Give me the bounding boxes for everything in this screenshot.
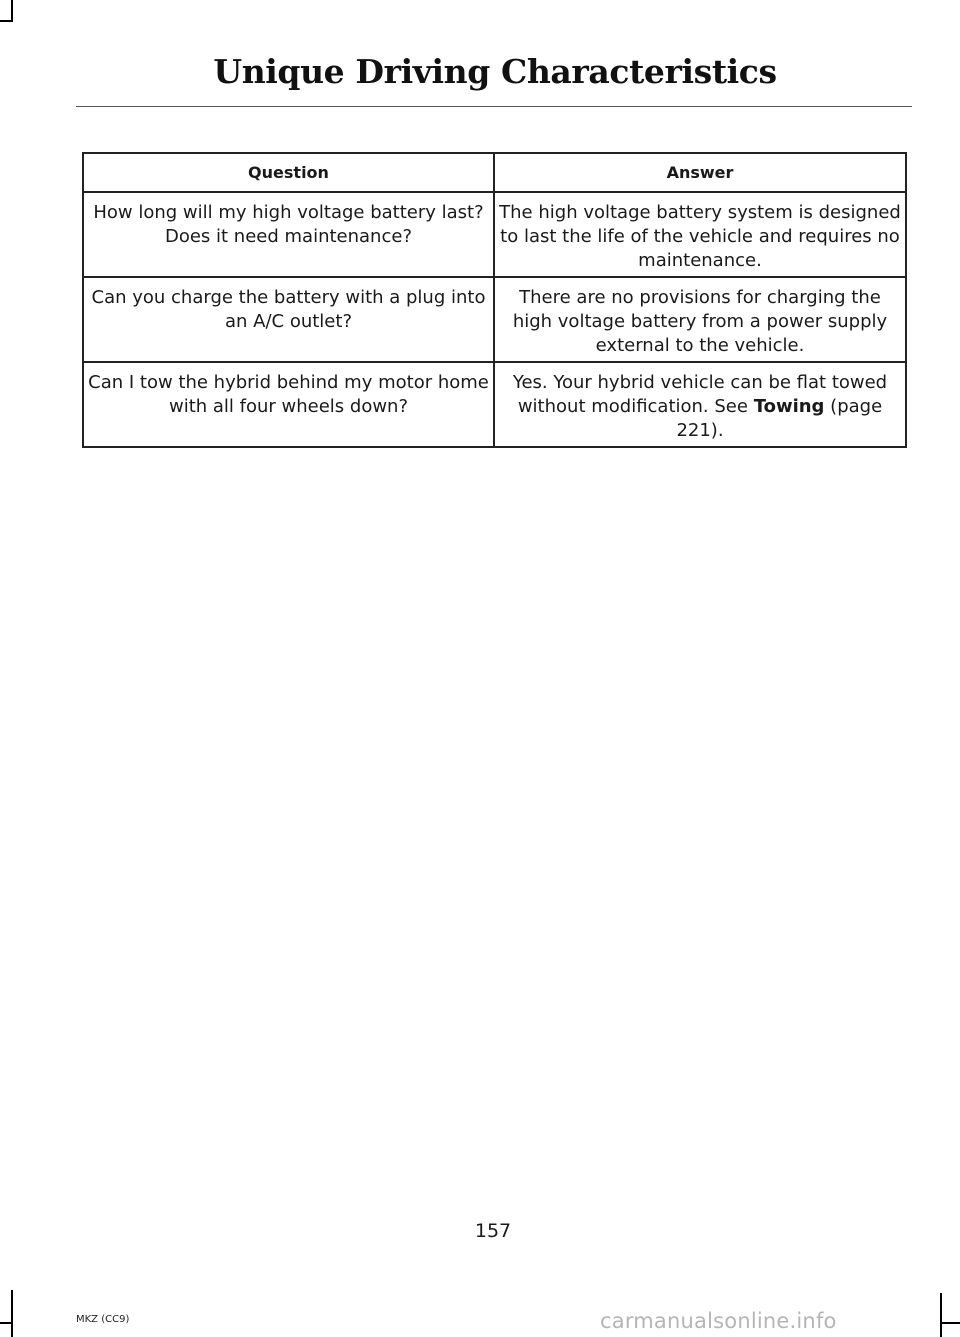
answer-cell: The high voltage battery system is designed to last the life of the vehicle and requires no maintenance. [494, 192, 906, 277]
crop-mark-top-left-horizontal [0, 20, 13, 22]
crop-mark-bottom-right-vertical [940, 1293, 942, 1337]
page-number: 157 [474, 1220, 512, 1242]
model-code: MKZ (CC9) [76, 1314, 130, 1325]
question-cell: Can I tow the hybrid behind my motor home with all four wheels down? [83, 362, 494, 447]
crop-mark-bottom-left-vertical [11, 1290, 13, 1337]
page-title: Unique Driving Characteristics [213, 52, 777, 91]
table-header-row [83, 153, 906, 192]
title-divider [76, 106, 912, 107]
crop-mark-bottom-left-horizontal [0, 1322, 13, 1324]
question-cell: Can you charge the battery with a plug into an A/C outlet? [83, 277, 494, 362]
answer-cell [494, 362, 906, 447]
column-header-question: Question [83, 153, 494, 192]
table-row [83, 277, 906, 362]
answer-page-reference: (page 221). [676, 396, 883, 441]
watermark: carmanualsonline.info [600, 1309, 837, 1333]
answer-text: Yes. Your hybrid vehicle can be flat towed without modification. See [512, 372, 888, 417]
table-row [83, 362, 906, 447]
qa-table [82, 152, 907, 448]
table-row [83, 192, 906, 277]
crop-mark-top-left-vertical [11, 0, 13, 22]
answer-cell: There are no provisions for charging the high voltage battery from a power supply external to the vehicle. [494, 277, 906, 362]
towing-cross-reference-link[interactable]: Towing [753, 396, 825, 417]
crop-mark-bottom-right-horizontal [940, 1322, 960, 1324]
column-header-answer: Answer [494, 153, 906, 192]
question-cell: How long will my high voltage battery last? Does it need maintenance? [83, 192, 494, 277]
